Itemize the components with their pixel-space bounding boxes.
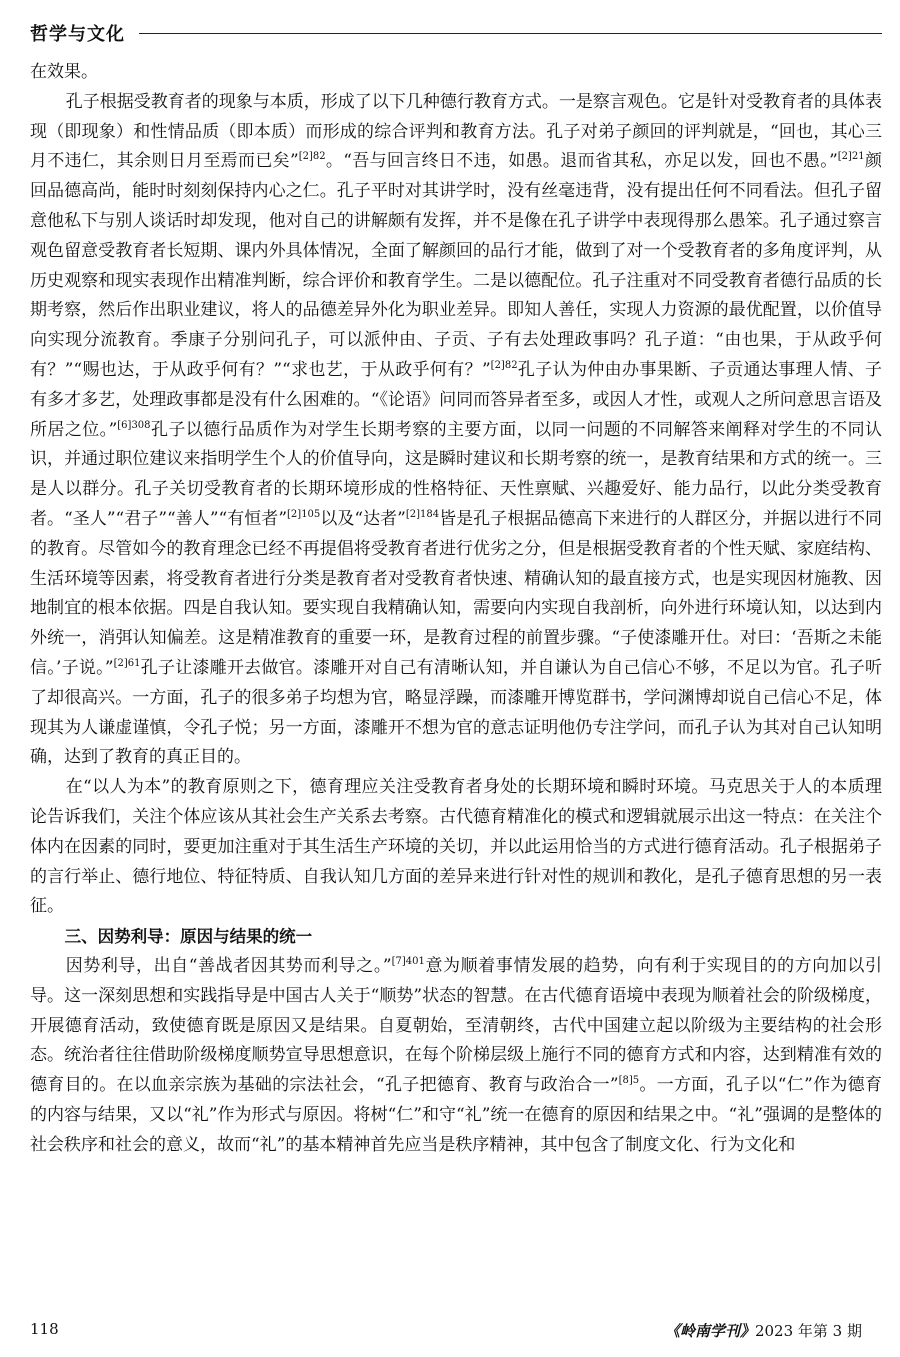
citation-marker: [8]5 <box>618 1075 640 1087</box>
paragraph: 孔子根据受教育者的现象与本质，形成了以下几种德行教育方式。一是察言观色。它是针对受教育者的具体表现（即现象）和性情品质（即本质）而形成的综合评判和教育方法。孔子对弟子颜回的评判就是，“回也，其心三月不违仁，其余则日月至焉而已矣”$^{[2]82}$。“吾与回言终日不违，如愚。退而省其私，亦足以发，回也不愚。”$^{[2]21}$颜回品德高尚，能时时刻刻保持内心之仁。孔子平时对其讲学时，没有丝毫违背，没有提出任何不同看法。但孔子留意他私下与别人谈话时却发现，他对自己的讲解颇有发挥，并不是像在孔子讲学中表现得那么愚笨。孔子通过察言观色留意受教育者长短期、课内外具体情况，全面了解颜回的品行才能，做到了对一个受教育者的多角度评判，从历史观察和现实表现作出精准判断，综合评价和教育学生。二是以德配位。孔子注重对不同受教育者德行品质的长期考察，然后作出职业建议，将人的品德差异外化为职业差异。即知人善任，实现人力资源的最优配置，以价值导向实现分流教育。季康子分别问孔子，可以派仲由、子贡、子有去处理政事吗？孔子道：“由也果，于从政乎何有？”“赐也达，于从政乎何有？”“求也艺，于从政乎何有？”$^{[2]82}$孔子认为仲由办事果断、子贡通达事理人情、子有多才多艺，处理政事都是没有什么困难的。“《论语》问同而答异者至多，或因人才性，或观人之所问意思言语及所居之位。”$^{[6]308}$孔子以德行品质作为对学生长期考察的主要方面，以同一问题的不同解答来阐释对学生的不同认识，并通过职位建议来指明学生个人的价值导向，这是瞬时建议和长期考察的统一，是教育结果和方式的统一。三是人以群分。孔子关切受教育者的长期环境形成的性格特征、天性禀赋、兴趣爱好、能力品行，以此分类受教育者。“圣人”“君子”“善人”“有恒者”$^{[2]105}$以及“达者”$^{[2]184}$皆是孔子根据品德高下来进行的人群区分，并据以进行不同的教育。尽管如今的教育理念已经不再提倡将受教育者进行优劣之分，但是根据受教育者的个性天赋、家庭结构、生活环境等因素，将受教育者进行分类是教育者对受教育者快速、精确认知的最直接方式，也是实现因材施教、因地制宜的根本依据。四是自我认知。要实现自我精确认知，需要向内实现自我剖析，向外进行环境认知，以达到内外统一，消弭认知偏差。这是精准教育的重要一环，是教育过程的前置步骤。“子使漆雕开仕。对曰：‘吾斯之未能信。’子说。”$^{[2]61}$孔子让漆雕开去做官。漆雕开对自己有清晰认知，并自谦认为自己信心不够，不足以为官。孔子听了却很高兴。一方面，孔子的很多弟子均想为官，略显浮躁，而漆雕开博览群书，学问渊博却说自己信心不足，体现其为人谦虚谨慎，令孔子悦；另一方面，漆雕开不想为官的意志证明他仍专注学问，而孔子认为其对自己认知明确，达到了教育的真正目的。 <box>30 91 882 768</box>
article-body <box>30 58 882 1308</box>
citation-marker: [2]105 <box>287 508 321 520</box>
citation-marker: [2]82 <box>298 151 326 163</box>
paragraph: 因势利导，出自“善战者因其势而利导之。”$^{[7]401}$意为顺着事情发展的趋势，向有利于实现目的的方向加以引导。这一深刻思想和实践指导是中国古人关于“顺势”状态的智慧。在古代德育语境中表现为顺着社会的阶级梯度，开展德育活动，致使德育既是原因又是结果。自夏朝始，至清朝终，古代中国建立起以阶级为主要结构的社会形态。统治者往往借助阶级梯度顺势宣导思想意识，在每个阶梯层级上施行不同的德育方式和内容，达到精准有效的德育目的。在以血亲宗族为基础的宗法社会，“孔子把德育、教育与政治合一”$^{[8]5}$。一方面，孔子以“仁”作为德育的内容与结果，又以“礼”作为形式与原因。将树“仁”和守“礼”统一在德育的原因和结果之中。“礼”强调的是整体的社会秩序和社会的意义，故而“礼”的基本精神首先应当是秩序精神，其中包含了制度文化、行为文化和 <box>30 955 882 1155</box>
page-number: 118 <box>30 1320 59 1338</box>
section-title: 哲学与文化 <box>30 24 125 45</box>
section-heading: 三、因势利导：原因与结果的统一 <box>64 927 313 947</box>
running-header <box>30 18 882 48</box>
journal-info <box>665 1320 862 1341</box>
paragraph: 在效果。 <box>30 62 98 82</box>
citation-marker: [2]21 <box>837 151 865 163</box>
journal-issue: 2023 年第 3 期 <box>754 1322 862 1340</box>
citation-marker: [2]184 <box>405 508 440 520</box>
header-rule <box>139 33 882 34</box>
citation-marker: [2]82 <box>490 359 518 371</box>
page-footer <box>30 1320 882 1346</box>
journal-name: 《岭南学刊》 <box>664 1322 755 1340</box>
citation-marker: [2]61 <box>113 657 141 669</box>
citation-marker: [6]308 <box>117 419 151 431</box>
paragraph: 在“以人为本”的教育原则之下，德育理应关注受教育者身处的长期环境和瞬时环境。马克思关于人的本质理论告诉我们，关注个体应该从其社会生产关系去考察。古代德育精准化的模式和逻辑就展示出这一特点：在关注个体内在因素的同时，要更加注重对于其生活生产环境的关切，并以此运用恰当的方式进行德育活动。孔子根据弟子的言行举止、德行地位、特征特质、自我认知几方面的差异来进行针对性的规训和教化，是孔子德育思想的另一表征。 <box>30 777 882 917</box>
citation-marker: [7]401 <box>391 955 425 967</box>
